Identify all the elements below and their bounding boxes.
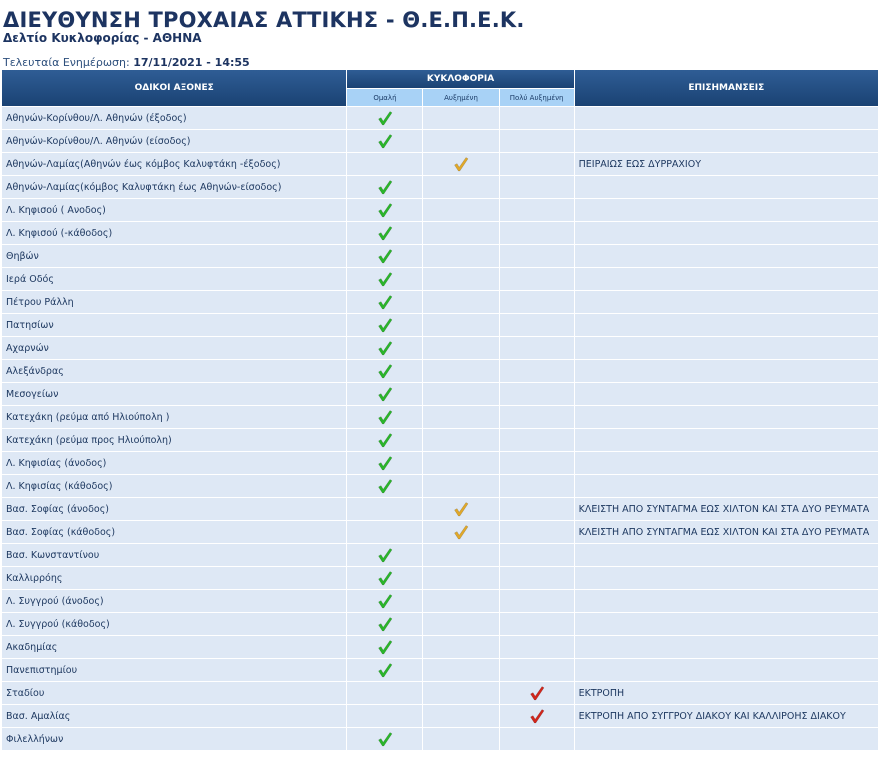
road-note [575, 728, 878, 750]
table-row [2, 521, 878, 543]
header-road-axes: ΟΔΙΚΟΙ ΑΞΟΝΕΣ [2, 70, 346, 106]
traffic-level-cell [500, 452, 574, 474]
traffic-level-cell [423, 222, 498, 244]
check-normal-icon [377, 616, 393, 632]
check-normal-icon [377, 317, 393, 333]
road-note [575, 659, 878, 681]
table-row [2, 567, 878, 589]
road-name: Βασ. Αμαλίας [2, 705, 346, 727]
traffic-level-cell [347, 498, 422, 520]
traffic-level-cell [500, 521, 574, 543]
road-name: Αθηνών-Λαμίας(κόμβος Καλυφτάκη έως Αθηνών-είσοδος) [2, 176, 346, 198]
check-normal-icon [377, 248, 393, 264]
road-name: Βασ. Κωνσταντίνου [2, 544, 346, 566]
road-note: ΠΕΙΡΑΙΩΣ ΕΩΣ ΔΥΡΡΑΧΙΟΥ [575, 153, 878, 175]
table-row [2, 429, 878, 451]
check-increased-icon [453, 501, 469, 517]
table-row [2, 383, 878, 405]
traffic-level-cell [347, 705, 422, 727]
check-normal-icon [377, 593, 393, 609]
road-name: Πατησίων [2, 314, 346, 336]
traffic-level-cell [500, 360, 574, 382]
traffic-level-cell [423, 291, 498, 313]
table-row [2, 291, 878, 313]
check-increased-icon [453, 156, 469, 172]
traffic-level-cell [423, 728, 498, 750]
road-note [575, 268, 878, 290]
check-normal-icon [377, 179, 393, 195]
check-normal-icon [377, 639, 393, 655]
traffic-table [1, 69, 879, 751]
road-name: Καλλιρρόης [2, 567, 346, 589]
traffic-level-cell [500, 682, 574, 704]
check-normal-icon [377, 432, 393, 448]
traffic-level-cell [500, 199, 574, 221]
check-normal-icon [377, 363, 393, 379]
traffic-level-cell [347, 452, 422, 474]
traffic-level-cell [423, 452, 498, 474]
road-name: Λ. Συγγρού (κάθοδος) [2, 613, 346, 635]
road-note [575, 452, 878, 474]
road-note [575, 613, 878, 635]
traffic-level-cell [423, 429, 498, 451]
traffic-level-cell [347, 659, 422, 681]
road-name: Μεσογείων [2, 383, 346, 405]
table-row [2, 314, 878, 336]
road-name: Βασ. Σοφίας (κάθοδος) [2, 521, 346, 543]
road-note [575, 107, 878, 129]
traffic-level-cell [500, 222, 574, 244]
check-normal-icon [377, 455, 393, 471]
header-notes: ΕΠΙΣΗΜΑΝΣΕΙΣ [575, 70, 878, 106]
check-normal-icon [377, 225, 393, 241]
traffic-level-cell [347, 245, 422, 267]
traffic-level-cell [423, 475, 498, 497]
road-note [575, 199, 878, 221]
table-row [2, 337, 878, 359]
table-row [2, 130, 878, 152]
road-note: ΕΚΤΡΟΠΗ [575, 682, 878, 704]
traffic-level-cell [423, 406, 498, 428]
header-level-increased: Αυξημένη [423, 89, 498, 106]
page-subtitle: Δελτίο Κυκλοφορίας - ΑΘΗΝΑ [3, 31, 202, 45]
traffic-level-cell [423, 705, 498, 727]
traffic-level-cell [423, 521, 498, 543]
traffic-level-cell [500, 544, 574, 566]
last-update-value: 17/11/2021 - 14:55 [133, 56, 250, 69]
road-name: Αθηνών-Κορίνθου/Λ. Αθηνών (είσοδος) [2, 130, 346, 152]
traffic-level-cell [500, 337, 574, 359]
road-note [575, 291, 878, 313]
road-note [575, 176, 878, 198]
header-level-heavy: Πολύ Αυξημένη [500, 89, 574, 106]
road-name: Κατεχάκη (ρεύμα προς Ηλιούπολη) [2, 429, 346, 451]
traffic-level-cell [347, 475, 422, 497]
check-normal-icon [377, 386, 393, 402]
traffic-level-cell [500, 636, 574, 658]
table-row [2, 590, 878, 612]
table-row [2, 475, 878, 497]
check-increased-icon [453, 524, 469, 540]
traffic-level-cell [500, 245, 574, 267]
check-normal-icon [377, 662, 393, 678]
traffic-level-cell [347, 337, 422, 359]
traffic-level-cell [500, 176, 574, 198]
traffic-level-cell [347, 567, 422, 589]
table-row [2, 728, 878, 750]
traffic-level-cell [500, 130, 574, 152]
road-note [575, 567, 878, 589]
traffic-level-cell [500, 291, 574, 313]
traffic-level-cell [423, 153, 498, 175]
table-row [2, 107, 878, 129]
table-row [2, 199, 878, 221]
table-row [2, 406, 878, 428]
traffic-level-cell [423, 659, 498, 681]
traffic-level-cell [347, 728, 422, 750]
check-normal-icon [377, 547, 393, 563]
traffic-level-cell [423, 337, 498, 359]
road-name: Αθηνών-Κορίνθου/Λ. Αθηνών (έξοδος) [2, 107, 346, 129]
traffic-level-cell [500, 153, 574, 175]
traffic-level-cell [500, 613, 574, 635]
traffic-level-cell [347, 383, 422, 405]
table-row [2, 245, 878, 267]
road-note [575, 245, 878, 267]
traffic-level-cell [347, 199, 422, 221]
road-note [575, 406, 878, 428]
traffic-level-cell [347, 268, 422, 290]
road-name: Λ. Κηφισού ( Ανοδος) [2, 199, 346, 221]
page-header [0, 0, 880, 69]
check-normal-icon [377, 478, 393, 494]
traffic-level-cell [423, 636, 498, 658]
road-note [575, 590, 878, 612]
traffic-level-cell [423, 360, 498, 382]
check-normal-icon [377, 202, 393, 218]
traffic-level-cell [347, 176, 422, 198]
road-note: ΚΛΕΙΣΤΗ ΑΠΟ ΣΥΝΤΑΓΜΑ ΕΩΣ ΧΙΛΤΟΝ ΚΑΙ ΣΤΑ ΔΥΟ ΡΕΥΜΑΤΑ [575, 498, 878, 520]
traffic-level-cell [423, 613, 498, 635]
road-note [575, 360, 878, 382]
table-row [2, 613, 878, 635]
table-row [2, 153, 878, 175]
table-row [2, 452, 878, 474]
road-name: Αχαρνών [2, 337, 346, 359]
road-note [575, 636, 878, 658]
header-level-normal: Ομαλή [347, 89, 422, 106]
road-name: Πέτρου Ράλλη [2, 291, 346, 313]
traffic-level-cell [347, 521, 422, 543]
traffic-level-cell [347, 222, 422, 244]
traffic-level-cell [423, 567, 498, 589]
traffic-level-cell [423, 199, 498, 221]
table-row [2, 268, 878, 290]
traffic-level-cell [347, 544, 422, 566]
traffic-level-cell [500, 659, 574, 681]
traffic-level-cell [500, 107, 574, 129]
road-note [575, 130, 878, 152]
traffic-level-cell [500, 728, 574, 750]
last-update-label: Τελευταία Ενημέρωση: [3, 56, 130, 69]
traffic-level-cell [423, 268, 498, 290]
road-name: Αθηνών-Λαμίας(Αθηνών έως κόμβος Καλυφτάκη -έξοδος) [2, 153, 346, 175]
traffic-level-cell [500, 705, 574, 727]
road-note [575, 544, 878, 566]
road-name: Πανεπιστημίου [2, 659, 346, 681]
traffic-level-cell [347, 636, 422, 658]
road-name: Βασ. Σοφίας (άνοδος) [2, 498, 346, 520]
traffic-level-cell [423, 176, 498, 198]
traffic-level-cell [423, 544, 498, 566]
traffic-level-cell [500, 268, 574, 290]
table-row [2, 360, 878, 382]
table-row [2, 544, 878, 566]
road-name: Λ. Κηφισίας (άνοδος) [2, 452, 346, 474]
road-note [575, 429, 878, 451]
check-normal-icon [377, 731, 393, 747]
road-name: Ακαδημίας [2, 636, 346, 658]
traffic-level-cell [500, 314, 574, 336]
check-normal-icon [377, 294, 393, 310]
road-name: Κατεχάκη (ρεύμα από Ηλιούπολη ) [2, 406, 346, 428]
table-row [2, 176, 878, 198]
header-traffic: ΚΥΚΛΟΦΟΡΙΑ [347, 70, 573, 88]
traffic-level-cell [347, 406, 422, 428]
road-note [575, 314, 878, 336]
traffic-level-cell [347, 107, 422, 129]
last-update [3, 56, 880, 69]
road-name: Φιλελλήνων [2, 728, 346, 750]
road-note [575, 383, 878, 405]
check-normal-icon [377, 570, 393, 586]
road-name: Σταδίου [2, 682, 346, 704]
traffic-level-cell [347, 590, 422, 612]
traffic-level-cell [347, 314, 422, 336]
table-row [2, 222, 878, 244]
traffic-level-cell [347, 291, 422, 313]
traffic-level-cell [347, 153, 422, 175]
traffic-level-cell [423, 498, 498, 520]
traffic-level-cell [423, 590, 498, 612]
traffic-level-cell [423, 130, 498, 152]
road-note [575, 475, 878, 497]
traffic-level-cell [500, 429, 574, 451]
table-row [2, 659, 878, 681]
traffic-level-cell [500, 475, 574, 497]
page-title: ΔΙΕΥΘΥΝΣΗ ΤΡΟΧΑΙΑΣ ΑΤΤΙΚΗΣ - Θ.Ε.Π.Ε.Κ. [3, 8, 525, 32]
traffic-level-cell [500, 590, 574, 612]
traffic-level-cell [500, 406, 574, 428]
traffic-level-cell [347, 429, 422, 451]
table-row [2, 682, 878, 704]
traffic-rows [2, 107, 878, 750]
check-heavy-icon [529, 708, 545, 724]
road-name: Λ. Κηφισού (-κάθοδος) [2, 222, 346, 244]
check-normal-icon [377, 271, 393, 287]
road-name: Ιερά Οδός [2, 268, 346, 290]
traffic-level-cell [423, 383, 498, 405]
road-note: ΚΛΕΙΣΤΗ ΑΠΟ ΣΥΝΤΑΓΜΑ ΕΩΣ ΧΙΛΤΟΝ ΚΑΙ ΣΤΑ ΔΥΟ ΡΕΥΜΑΤΑ [575, 521, 878, 543]
traffic-level-cell [347, 130, 422, 152]
table-row [2, 498, 878, 520]
check-normal-icon [377, 340, 393, 356]
table-row [2, 705, 878, 727]
road-name: Λ. Συγγρού (άνοδος) [2, 590, 346, 612]
road-name: Θηβών [2, 245, 346, 267]
traffic-level-cell [423, 245, 498, 267]
traffic-level-cell [423, 107, 498, 129]
traffic-level-cell [423, 314, 498, 336]
traffic-level-cell [347, 360, 422, 382]
check-heavy-icon [529, 685, 545, 701]
traffic-level-cell [500, 383, 574, 405]
road-note [575, 337, 878, 359]
traffic-level-cell [347, 682, 422, 704]
check-normal-icon [377, 133, 393, 149]
road-note [575, 222, 878, 244]
traffic-level-cell [500, 498, 574, 520]
road-note: ΕΚΤΡΟΠΗ ΑΠΟ ΣΥΓΓΡΟΥ ΔΙΑΚΟΥ ΚΑΙ ΚΑΛΛΙΡΟΗΣ ΔΙΑΚΟΥ [575, 705, 878, 727]
traffic-level-cell [347, 613, 422, 635]
road-name: Αλεξάνδρας [2, 360, 346, 382]
table-row [2, 636, 878, 658]
traffic-level-cell [423, 682, 498, 704]
check-normal-icon [377, 409, 393, 425]
road-name: Λ. Κηφισίας (κάθοδος) [2, 475, 346, 497]
check-normal-icon [377, 110, 393, 126]
traffic-level-cell [500, 567, 574, 589]
